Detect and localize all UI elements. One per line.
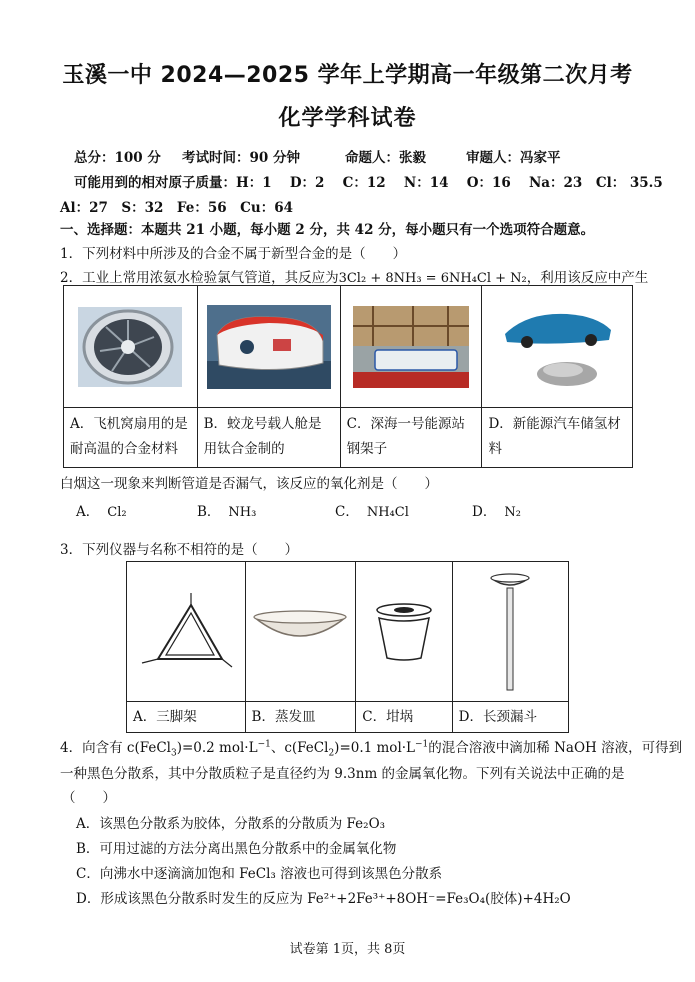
exam-subtitle: 化学学科试卷 bbox=[278, 106, 417, 131]
q4-option-b: B．可用过滤的方法分离出黑色分散系中的金属氧化物 bbox=[76, 841, 397, 857]
q1-option-c: C．深海一号能源站钢架子 bbox=[346, 416, 466, 457]
q2-equation: 3Cl₂ + 8NH₃ = 6NH₄Cl + N₂ bbox=[338, 271, 527, 286]
long-neck-funnel-icon bbox=[485, 570, 535, 694]
question-1-stem: 1．下列材料中所涉及的合金不属于新型合金的是（ ） bbox=[60, 246, 407, 262]
q3-option-b: B．蒸发皿 bbox=[251, 709, 316, 725]
q2-option-a-formula: Cl₂ bbox=[107, 505, 127, 520]
question-4-stem-line2: 一种黑色分散系，其中分散质粒子是直径约为 9.3nm 的金属氧化物。下列有关说法中正确的是 bbox=[60, 766, 625, 782]
platform-icon bbox=[353, 306, 469, 388]
jet-engine-image bbox=[64, 286, 197, 407]
q1-option-d: D．新能源汽车储氢材料 bbox=[488, 416, 621, 457]
question-3-stem: 3．下列仪器与名称不相符的是（ ） bbox=[60, 542, 299, 558]
q2-stem-pre: 2．工业上常用浓氨水检验氯气管道，其反应为 bbox=[60, 270, 339, 286]
q3-option-d: D．长颈漏斗 bbox=[458, 709, 537, 725]
clay-triangle-icon bbox=[136, 587, 236, 677]
crucible-image bbox=[356, 562, 451, 701]
question-4-stem-line1: 4．向含有 c(FeCl$_3$)=0.2 $mol\cdot L^{-1}$、c(FeCl$_2$)=0.1 $mol\cdot L^{-1}$的混合溶液中滴加稀 NaOH 溶液，可得到 bbox=[60, 739, 683, 759]
evaporating-dish-icon bbox=[250, 607, 350, 657]
q4-option-d: D．形成该黑色分散系时发生的反应为 Fe²⁺+2Fe³⁺+8OH⁻=Fe₃O₄(胶体)+4H₂O bbox=[76, 891, 571, 907]
q1-table bbox=[63, 285, 633, 468]
atomic-masses-line2: Al：27 S：32 Fe：56 Cu：64 bbox=[60, 200, 293, 216]
q4-option-a: A．该黑色分散系为胶体，分散系的分散质为 Fe₂O₃ bbox=[76, 816, 386, 832]
hydrogen-car-image bbox=[482, 286, 632, 407]
section-heading: 一、选择题：本题共 21 小题，每小题 2 分，共 42 分，每小题只有一个选项符合题意。 bbox=[60, 222, 595, 238]
funnel-image bbox=[453, 562, 568, 701]
car-icon bbox=[497, 300, 617, 394]
q1-option-a: A．飞机窝扇用的是耐高温的合金材料 bbox=[70, 416, 188, 457]
reviewer: 审题人：冯家平 bbox=[466, 150, 561, 166]
crucible-icon bbox=[369, 600, 439, 664]
q2-option-d-formula: N₂ bbox=[504, 505, 521, 520]
author: 命题人：张毅 bbox=[345, 150, 426, 166]
q2-stem-continued: 白烟这一现象来判断管道是否漏气，该反应的氧化剂是（ ） bbox=[60, 476, 438, 492]
total-score: 总分：100 分 bbox=[74, 150, 161, 166]
q2-option-b: B． NH₃ bbox=[197, 504, 257, 520]
q1-option-b: B．蛟龙号载人舱是用钛合金制的 bbox=[203, 416, 322, 457]
evaporating-dish-image bbox=[246, 562, 356, 701]
page-footer: 试卷第 1页，共 8页 bbox=[289, 942, 406, 957]
q2-option-d: D． N₂ bbox=[472, 504, 521, 520]
question-2-stem bbox=[60, 266, 648, 286]
tripod-image bbox=[127, 562, 245, 701]
q2-option-c-formula: NH₄Cl bbox=[366, 505, 409, 520]
q3-option-a: A．三脚架 bbox=[133, 709, 197, 725]
q2-option-c: C． NH₄Cl bbox=[335, 504, 409, 520]
q2-option-b-formula: NH₃ bbox=[228, 505, 257, 520]
platform-image bbox=[341, 286, 482, 407]
exam-time: 考试时间：90 分钟 bbox=[182, 150, 300, 166]
q2-stem-post: ，利用该反应中产生 bbox=[526, 270, 649, 286]
atomic-masses-line1: 可能用到的相对原子质量：H：1 D：2 C：12 N：14 O：16 Na：23 Cl： 35.5 bbox=[74, 175, 663, 191]
submersible-image bbox=[198, 286, 340, 407]
submersible-icon bbox=[207, 305, 331, 389]
q3-table bbox=[126, 561, 569, 733]
jet-engine-icon bbox=[78, 307, 182, 387]
q2-option-a: A． Cl₂ bbox=[76, 504, 127, 520]
q4-option-c: C．向沸水中逐滴滴加饱和 FeCl₃ 溶液也可得到该黑色分散系 bbox=[76, 866, 443, 882]
exam-title: 玉溪一中 2024—2025 学年上学期高一年级第二次月考 bbox=[62, 63, 633, 88]
q3-option-c: C．坩埚 bbox=[362, 709, 414, 725]
question-4-stem-line3: （ ） bbox=[62, 790, 116, 806]
